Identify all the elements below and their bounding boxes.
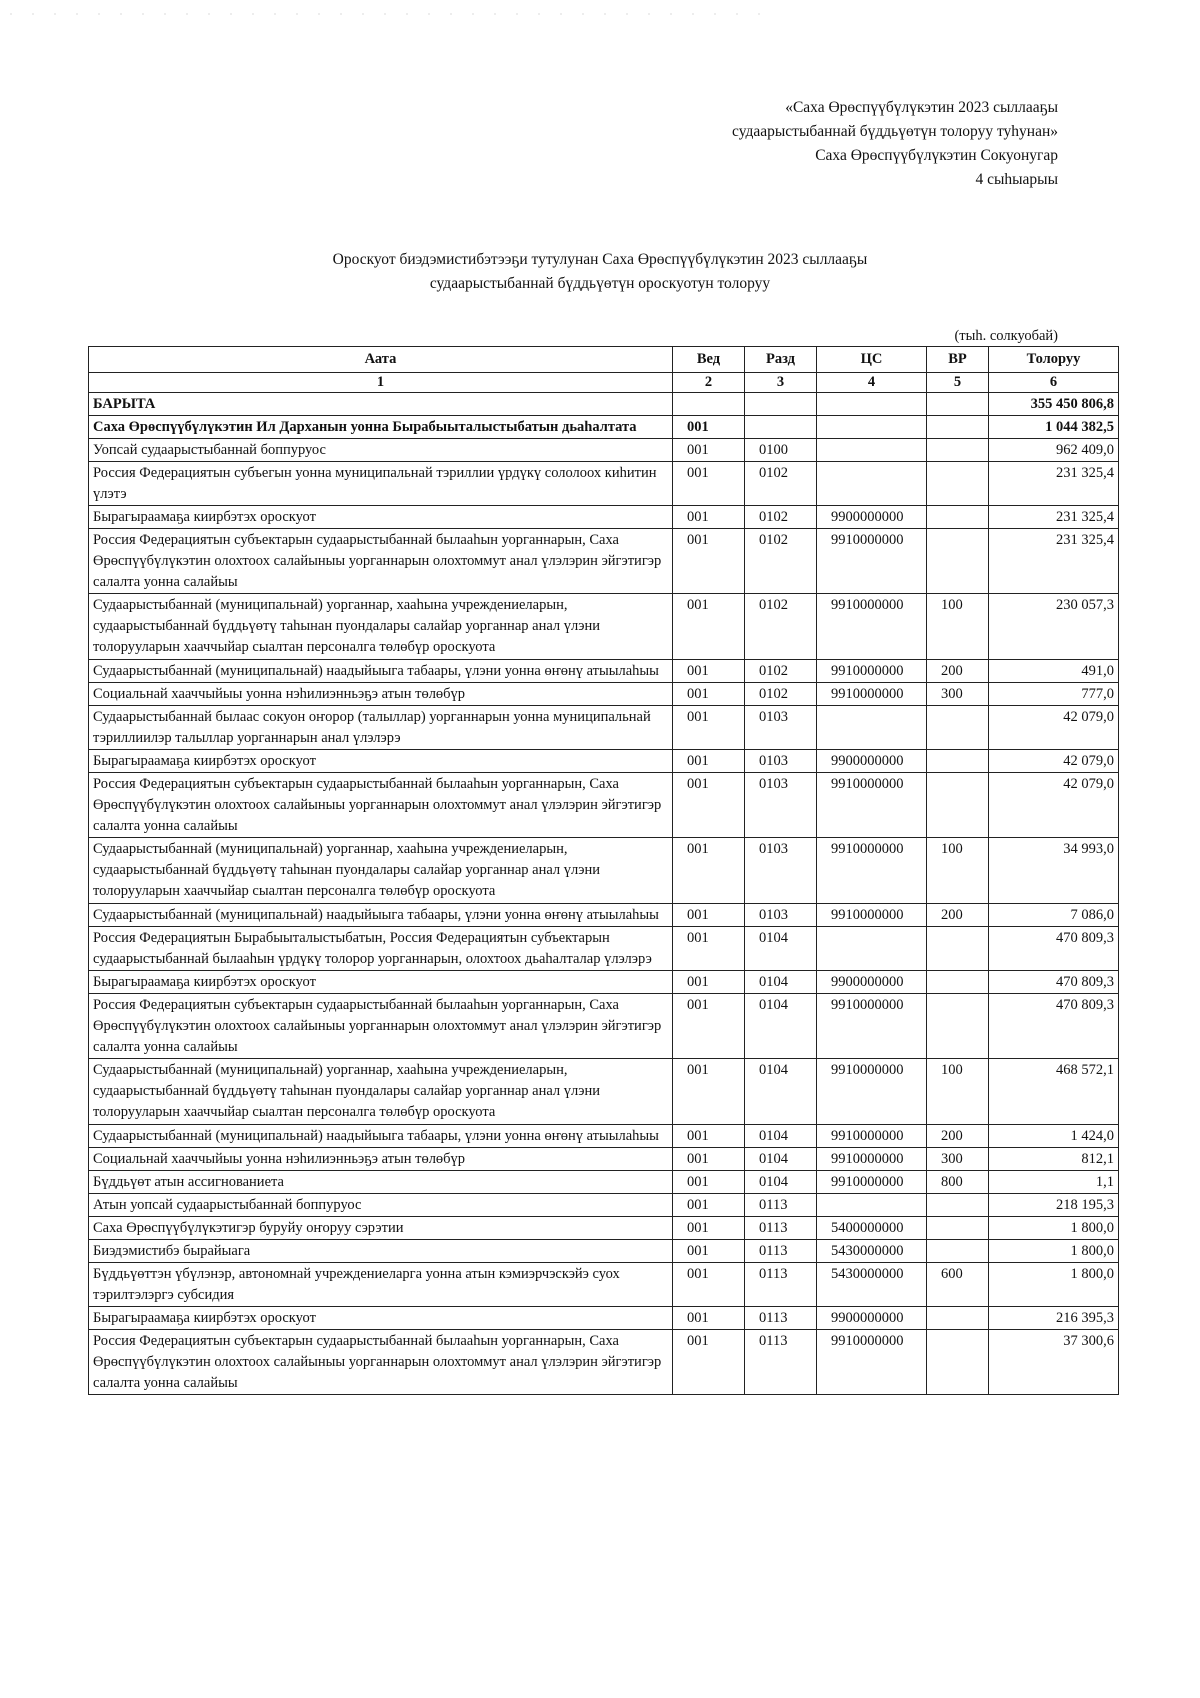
row-cs-cell: 9900000000: [817, 750, 927, 773]
table-row: [89, 1148, 1119, 1171]
row-vr-cell: 300: [927, 683, 989, 706]
row-cs-cell: 9910000000: [817, 838, 927, 904]
row-vr-cell: 200: [927, 1125, 989, 1148]
header-line-3: Саха Өрөспүүбүлүкэтин Сокуонугар: [815, 147, 1058, 164]
row-name-cell: Россия Федерациятын субъектарын судаарыстыбаннай былааһын уорганнарын, Саха Өрөспүүбүлүкэтин олохтоох салайыныы уорганнарын олохтоммут анал үлэлэрин эйгэтигэр салалта уонна салайыы: [89, 994, 673, 1059]
row-cs-cell: [817, 1194, 927, 1217]
row-value-cell: 42 079,0: [989, 750, 1119, 773]
row-value-cell: 1,1: [989, 1171, 1119, 1194]
row-value-cell: 491,0: [989, 660, 1119, 683]
row-name-cell: Судаарыстыбаннай (муниципальнай) наадыйыыга табаары, үлэни уонна өҥөнү атыылаһыы: [89, 1125, 673, 1148]
title-line-2: судаарыстыбаннай бүддьүөтүн ороскуотун толоруу: [429, 275, 771, 292]
row-ved-cell: 001: [673, 1148, 745, 1171]
table-row: [89, 1240, 1119, 1263]
title-line-1: Ороскуот биэдэмистибэтээҕи тутулунан Саха Өрөспүүбүлүкэтин 2023 сыллааҕы: [332, 251, 868, 268]
row-name-cell: Судаарыстыбаннай (муниципальнай) наадыйыыга табаары, үлэни уонна өҥөнү атыылаһыы: [89, 660, 673, 683]
row-razd-cell: 0104: [745, 1148, 817, 1171]
row-ved-cell: 001: [673, 1240, 745, 1263]
row-value-cell: 468 572,1: [989, 1059, 1119, 1125]
row-cs-cell: 5430000000: [817, 1240, 927, 1263]
row-cs-cell: [817, 416, 927, 439]
row-name-cell: Судаарыстыбаннай (муниципальнай) уорганнар, хааһына учреждениеларын, судаарыстыбаннай бүддьүөтү таһынан пуондалары салайар уорганнар анал үлэни толорууларын хааччыйар сыалтан персоналга төлөбүр ороскуота: [89, 594, 673, 660]
row-name-cell: Социальнай хааччыйыы уонна нэһилиэнньэҕэ атын төлөбүр: [89, 1148, 673, 1171]
row-razd-cell: 0102: [745, 594, 817, 660]
row-vr-cell: [927, 971, 989, 994]
table-row: [89, 416, 1119, 439]
row-razd-cell: 0104: [745, 1125, 817, 1148]
row-razd-cell: 0104: [745, 994, 817, 1059]
header-line-4: 4 сыһыарыы: [975, 171, 1058, 188]
row-cs-cell: 9910000000: [817, 1148, 927, 1171]
row-cs-cell: [817, 393, 927, 416]
row-vr-cell: [927, 706, 989, 750]
row-cs-cell: 9910000000: [817, 1171, 927, 1194]
appendix-header: [732, 96, 1058, 192]
row-cs-cell: 9910000000: [817, 660, 927, 683]
row-value-cell: 355 450 806,8: [989, 393, 1119, 416]
row-name-cell: Бырагыраамаҕа киирбэтэх ороскуот: [89, 971, 673, 994]
col-number-1: 1: [89, 373, 673, 393]
row-vr-cell: [927, 439, 989, 462]
row-vr-cell: [927, 1240, 989, 1263]
table-row: [89, 1217, 1119, 1240]
row-cs-cell: 9900000000: [817, 506, 927, 529]
row-cs-cell: 9910000000: [817, 529, 927, 594]
row-value-cell: 1 800,0: [989, 1240, 1119, 1263]
row-vr-cell: 600: [927, 1263, 989, 1307]
table-row: [89, 660, 1119, 683]
row-cs-cell: 5400000000: [817, 1217, 927, 1240]
row-value-cell: 1 800,0: [989, 1263, 1119, 1307]
row-ved-cell: 001: [673, 416, 745, 439]
row-ved-cell: 001: [673, 838, 745, 904]
row-name-cell: Судаарыстыбаннай (муниципальнай) уорганнар, хааһына учреждениеларын, судаарыстыбаннай бүддьүөтү таһынан пуондалары салайар уорганнар анал үлэни толорууларын хааччыйар сыалтан персоналга төлөбүр ороскуота: [89, 838, 673, 904]
row-vr-cell: 200: [927, 660, 989, 683]
table-row: [89, 1263, 1119, 1307]
document-title: [0, 248, 1200, 296]
row-value-cell: 470 809,3: [989, 971, 1119, 994]
table-row: [89, 529, 1119, 594]
row-name-cell: Бырагыраамаҕа киирбэтэх ороскуот: [89, 1307, 673, 1330]
row-vr-cell: [927, 462, 989, 506]
row-razd-cell: 0102: [745, 462, 817, 506]
table-row: [89, 904, 1119, 927]
row-razd-cell: 0113: [745, 1263, 817, 1307]
row-cs-cell: 9910000000: [817, 594, 927, 660]
table-row: [89, 1330, 1119, 1395]
row-value-cell: 218 195,3: [989, 1194, 1119, 1217]
table-row: [89, 594, 1119, 660]
col-header-ved: Вед: [673, 347, 745, 373]
row-cs-cell: [817, 927, 927, 971]
table-row: [89, 971, 1119, 994]
row-ved-cell: 001: [673, 706, 745, 750]
row-vr-cell: [927, 529, 989, 594]
table-row: [89, 750, 1119, 773]
row-cs-cell: 9910000000: [817, 773, 927, 838]
row-cs-cell: 9910000000: [817, 994, 927, 1059]
row-vr-cell: [927, 994, 989, 1059]
row-ved-cell: 001: [673, 506, 745, 529]
table-row: [89, 1059, 1119, 1125]
row-razd-cell: 0113: [745, 1240, 817, 1263]
row-vr-cell: 300: [927, 1148, 989, 1171]
row-ved-cell: 001: [673, 660, 745, 683]
row-cs-cell: 5430000000: [817, 1263, 927, 1307]
row-name-cell: Бүддьүөттэн үбүлэнэр, автономнай учреждениеларга уонна атын кэмиэрчэскэйэ суох тэрилтэлэргэ субсидия: [89, 1263, 673, 1307]
row-value-cell: 231 325,4: [989, 462, 1119, 506]
col-header-vr: ВР: [927, 347, 989, 373]
row-value-cell: 812,1: [989, 1148, 1119, 1171]
row-cs-cell: 9910000000: [817, 1125, 927, 1148]
column-number-row: [89, 373, 1119, 393]
row-razd-cell: [745, 393, 817, 416]
table-row: [89, 1171, 1119, 1194]
row-value-cell: 7 086,0: [989, 904, 1119, 927]
row-vr-cell: [927, 416, 989, 439]
row-name-cell: Россия Федерациятын субъектарын судаарыстыбаннай былааһын уорганнарын, Саха Өрөспүүбүлүкэтин олохтоох салайыныы уорганнарын олохтоммут анал үлэлэрин эйгэтигэр салалта уонна салайыы: [89, 773, 673, 838]
row-ved-cell: 001: [673, 1125, 745, 1148]
row-cs-cell: [817, 706, 927, 750]
row-ved-cell: [673, 393, 745, 416]
row-vr-cell: 200: [927, 904, 989, 927]
row-name-cell: Биэдэмистибэ бырайыага: [89, 1240, 673, 1263]
row-name-cell: Россия Федерациятын субъектарын судаарыстыбаннай былааһын уорганнарын, Саха Өрөспүүбүлүкэтин олохтоох салайыныы уорганнарын олохтоммут анал үлэлэрин эйгэтигэр салалта уонна салайыы: [89, 1330, 673, 1395]
row-cs-cell: 9910000000: [817, 1059, 927, 1125]
row-razd-cell: 0104: [745, 1171, 817, 1194]
row-vr-cell: [927, 773, 989, 838]
row-vr-cell: [927, 1194, 989, 1217]
row-razd-cell: 0102: [745, 683, 817, 706]
table-row: [89, 393, 1119, 416]
row-name-cell: Россия Федерациятын субъектарын судаарыстыбаннай былааһын уорганнарын, Саха Өрөспүүбүлүкэтин олохтоох салайыныы уорганнарын олохтоммут анал үлэлэрин эйгэтигэр салалта уонна салайыы: [89, 529, 673, 594]
row-value-cell: 777,0: [989, 683, 1119, 706]
row-value-cell: 34 993,0: [989, 838, 1119, 904]
header-line-1: «Саха Өрөспүүбүлүкэтин 2023 сыллааҕы: [785, 99, 1058, 116]
row-ved-cell: 001: [673, 462, 745, 506]
col-number-2: 2: [673, 373, 745, 393]
row-razd-cell: 0104: [745, 927, 817, 971]
row-razd-cell: 0103: [745, 773, 817, 838]
row-ved-cell: 001: [673, 1059, 745, 1125]
table-row: [89, 1194, 1119, 1217]
row-value-cell: 42 079,0: [989, 773, 1119, 838]
table-row: [89, 683, 1119, 706]
row-name-cell: Судаарыстыбаннай (муниципальнай) уорганнар, хааһына учреждениеларын, судаарыстыбаннай бүддьүөтү таһынан пуондалары салайар уорганнар анал үлэни толорууларын хааччыйар сыалтан персоналга төлөбүр ороскуота: [89, 1059, 673, 1125]
row-razd-cell: 0100: [745, 439, 817, 462]
row-ved-cell: 001: [673, 594, 745, 660]
row-vr-cell: [927, 750, 989, 773]
row-ved-cell: 001: [673, 994, 745, 1059]
budget-table: [88, 346, 1119, 1395]
row-name-cell: Социальнай хааччыйыы уонна нэһилиэнньэҕэ атын төлөбүр: [89, 683, 673, 706]
table-row: [89, 506, 1119, 529]
table-row: [89, 994, 1119, 1059]
row-value-cell: 470 809,3: [989, 994, 1119, 1059]
row-vr-cell: 100: [927, 1059, 989, 1125]
row-vr-cell: [927, 1217, 989, 1240]
row-value-cell: 231 325,4: [989, 529, 1119, 594]
table-row: [89, 1125, 1119, 1148]
row-ved-cell: 001: [673, 529, 745, 594]
row-vr-cell: [927, 393, 989, 416]
row-razd-cell: [745, 416, 817, 439]
row-cs-cell: 9910000000: [817, 683, 927, 706]
row-ved-cell: 001: [673, 1217, 745, 1240]
row-vr-cell: 100: [927, 838, 989, 904]
table-row: [89, 773, 1119, 838]
row-name-cell: Россия Федерациятын субъегын уонна муниципальнай тэриллии үрдүкү сололоох киһитин үлэтэ: [89, 462, 673, 506]
row-razd-cell: 0102: [745, 506, 817, 529]
row-ved-cell: 001: [673, 1263, 745, 1307]
row-value-cell: 1 424,0: [989, 1125, 1119, 1148]
row-razd-cell: 0113: [745, 1307, 817, 1330]
row-value-cell: 470 809,3: [989, 927, 1119, 971]
row-name-cell: Бүддьүөт атын ассигнованиета: [89, 1171, 673, 1194]
row-vr-cell: [927, 927, 989, 971]
row-name-cell: Уопсай судаарыстыбаннай боппуруос: [89, 439, 673, 462]
row-vr-cell: [927, 1307, 989, 1330]
col-header-value: Толоруу: [989, 347, 1119, 373]
row-name-cell: Судаарыстыбаннай (муниципальнай) наадыйыыга табаары, үлэни уонна өҥөнү атыылаһыы: [89, 904, 673, 927]
row-name-cell: Судаарыстыбаннай былаас сокуон оҥорор (талыллар) уорганнарын уонна муниципальнай тэриллиилэр талыллар уорганнарын анал үлэлэрэ: [89, 706, 673, 750]
row-ved-cell: 001: [673, 750, 745, 773]
row-value-cell: 231 325,4: [989, 506, 1119, 529]
col-header-cs: ЦС: [817, 347, 927, 373]
row-vr-cell: [927, 1330, 989, 1395]
table-header-row: [89, 347, 1119, 373]
units-note: (тыһ. солкуобай): [954, 328, 1058, 344]
row-razd-cell: 0102: [745, 529, 817, 594]
col-number-6: 6: [989, 373, 1119, 393]
row-razd-cell: 0103: [745, 706, 817, 750]
row-name-cell: Бырагыраамаҕа киирбэтэх ороскуот: [89, 506, 673, 529]
row-ved-cell: 001: [673, 904, 745, 927]
table-body: [89, 393, 1119, 1395]
row-razd-cell: 0113: [745, 1330, 817, 1395]
row-name-cell: Бырагыраамаҕа киирбэтэх ороскуот: [89, 750, 673, 773]
row-razd-cell: 0103: [745, 750, 817, 773]
row-value-cell: 1 044 382,5: [989, 416, 1119, 439]
row-ved-cell: 001: [673, 683, 745, 706]
row-ved-cell: 001: [673, 1194, 745, 1217]
row-ved-cell: 001: [673, 1307, 745, 1330]
row-ved-cell: 001: [673, 439, 745, 462]
table-row: [89, 1307, 1119, 1330]
col-header-razd: Разд: [745, 347, 817, 373]
row-razd-cell: 0113: [745, 1217, 817, 1240]
row-ved-cell: 001: [673, 1171, 745, 1194]
row-cs-cell: [817, 462, 927, 506]
table-row: [89, 462, 1119, 506]
row-name-cell: Саха Өрөспүүбүлүкэтин Ил Дарханын уонна Бырабыыталыстыбатын дьаһалтата: [89, 416, 673, 439]
row-vr-cell: 100: [927, 594, 989, 660]
row-cs-cell: 9910000000: [817, 904, 927, 927]
row-cs-cell: 9900000000: [817, 1307, 927, 1330]
row-ved-cell: 001: [673, 971, 745, 994]
row-name-cell: БАРЫТА: [89, 393, 673, 416]
row-value-cell: 1 800,0: [989, 1217, 1119, 1240]
row-razd-cell: 0103: [745, 904, 817, 927]
scan-artifact: [0, 10, 780, 18]
row-value-cell: 962 409,0: [989, 439, 1119, 462]
col-number-4: 4: [817, 373, 927, 393]
header-line-2: судаарыстыбаннай бүддьүөтүн толоруу туһунан»: [732, 123, 1058, 140]
row-value-cell: 216 395,3: [989, 1307, 1119, 1330]
row-value-cell: 230 057,3: [989, 594, 1119, 660]
col-header-name: Аата: [89, 347, 673, 373]
row-razd-cell: 0104: [745, 1059, 817, 1125]
row-ved-cell: 001: [673, 773, 745, 838]
row-vr-cell: 800: [927, 1171, 989, 1194]
table-row: [89, 706, 1119, 750]
row-razd-cell: 0103: [745, 838, 817, 904]
row-ved-cell: 001: [673, 927, 745, 971]
row-cs-cell: 9900000000: [817, 971, 927, 994]
table-row: [89, 927, 1119, 971]
row-razd-cell: 0102: [745, 660, 817, 683]
row-name-cell: Саха Өрөспүүбүлүкэтигэр буруйу оҥоруу сэрэтии: [89, 1217, 673, 1240]
row-vr-cell: [927, 506, 989, 529]
row-ved-cell: 001: [673, 1330, 745, 1395]
table-row: [89, 838, 1119, 904]
row-name-cell: Атын уопсай судаарыстыбаннай боппуруос: [89, 1194, 673, 1217]
row-cs-cell: [817, 439, 927, 462]
col-number-5: 5: [927, 373, 989, 393]
table-row: [89, 439, 1119, 462]
row-value-cell: 42 079,0: [989, 706, 1119, 750]
row-cs-cell: 9910000000: [817, 1330, 927, 1395]
row-value-cell: 37 300,6: [989, 1330, 1119, 1395]
col-number-3: 3: [745, 373, 817, 393]
row-name-cell: Россия Федерациятын Бырабыыталыстыбатын, Россия Федерациятын субъектарын судаарыстыбаннай былааһын үрдүкү толорор уорганнарын, олохтоох дьаһалталар үлэлэрэ: [89, 927, 673, 971]
row-razd-cell: 0113: [745, 1194, 817, 1217]
row-razd-cell: 0104: [745, 971, 817, 994]
